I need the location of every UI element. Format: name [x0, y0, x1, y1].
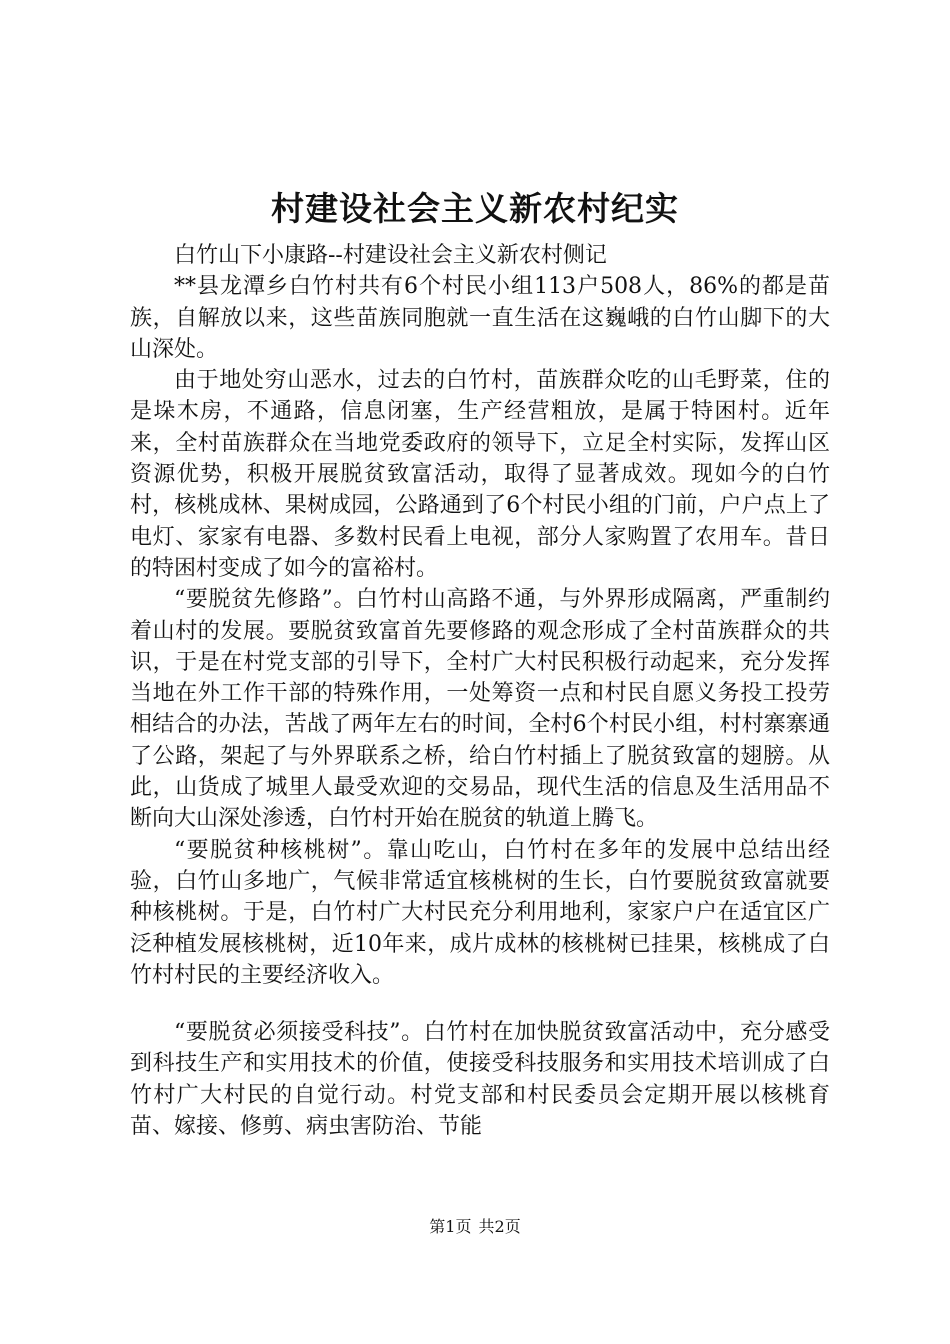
road-paragraph: “要脱贫先修路”。白竹村山高路不通，与外界形成隔离，严重制约着山村的发展。要脱贫致富首先要修路的观念形成了全村苗族群众的共识，于是在村党支部的引导下，全村广大村民积极行动起来，充分发挥当地在外工作干部的特殊作用，一处筹资一点和村民自愿义务投工投劳相结合的办法，苦战了两年左右的时间，全村6个村民小组，村村寨寨通了公路，架起了与外界联系之桥，给白竹村插上了脱贫致富的翅膀。从此，山货成了城里人最受欢迎的交易品，现代生活的信息及生活用品不断向大山深处渗透，白竹村开始在脱贫的轨道上腾飞。: [130, 587, 830, 832]
background-paragraph: 由于地处穷山恶水，过去的白竹村，苗族群众吃的山毛野菜，住的是垛木房，不通路，信息闭塞，生产经营粗放，是属于特困村。近年来，全村苗族群众在当地党委政府的领导下，立足全村实际，发挥山区资源优势，积极开展脱贫致富活动，取得了显著成效。现如今的白竹村，核桃成林、果树成园，公路通到了6个村民小组的门前，户户点上了电灯、家家有电器、多数村民看上电视，部分人家购置了农用车。昔日的特困村变成了如今的富裕村。: [130, 368, 830, 581]
technology-paragraph: “要脱贫必须接受科技”。白竹村在加快脱贫致富活动中，充分感受到科技生产和实用技术的价值，使接受科技服务和实用技术培训成了白竹村广大村民的自觉行动。村党支部和村民委员会定期开展以核桃育苗、嫁接、修剪、病虫害防治、节能: [130, 1020, 830, 1140]
walnut-paragraph: “要脱贫种核桃树”。靠山吃山，白竹村在多年的发展中总结出经验，白竹山多地广，气候非常适宜核桃树的生长，白竹要脱贫致富就要种核桃树。于是，白竹村广大村民充分利用地利，家家户户在适宜区广泛种植发展核桃树，近10年来，成片成林的核桃树已挂果，核桃成了白竹村村民的主要经济收入。: [130, 837, 830, 988]
document-body: [130, 240, 830, 1142]
page-number-footer: 第1页 共2页: [429, 1217, 521, 1236]
subtitle-paragraph: 白竹山下小康路--村建设社会主义新农村侧记: [174, 243, 607, 268]
document-title: 村建设社会主义新农村纪实: [271, 189, 679, 228]
intro-paragraph: **县龙潭乡白竹村共有6个村民小组113户508人，86%的都是苗族，自解放以来，这些苗族同胞就一直生活在这巍峨的白竹山脚下的大山深处。: [130, 274, 830, 362]
